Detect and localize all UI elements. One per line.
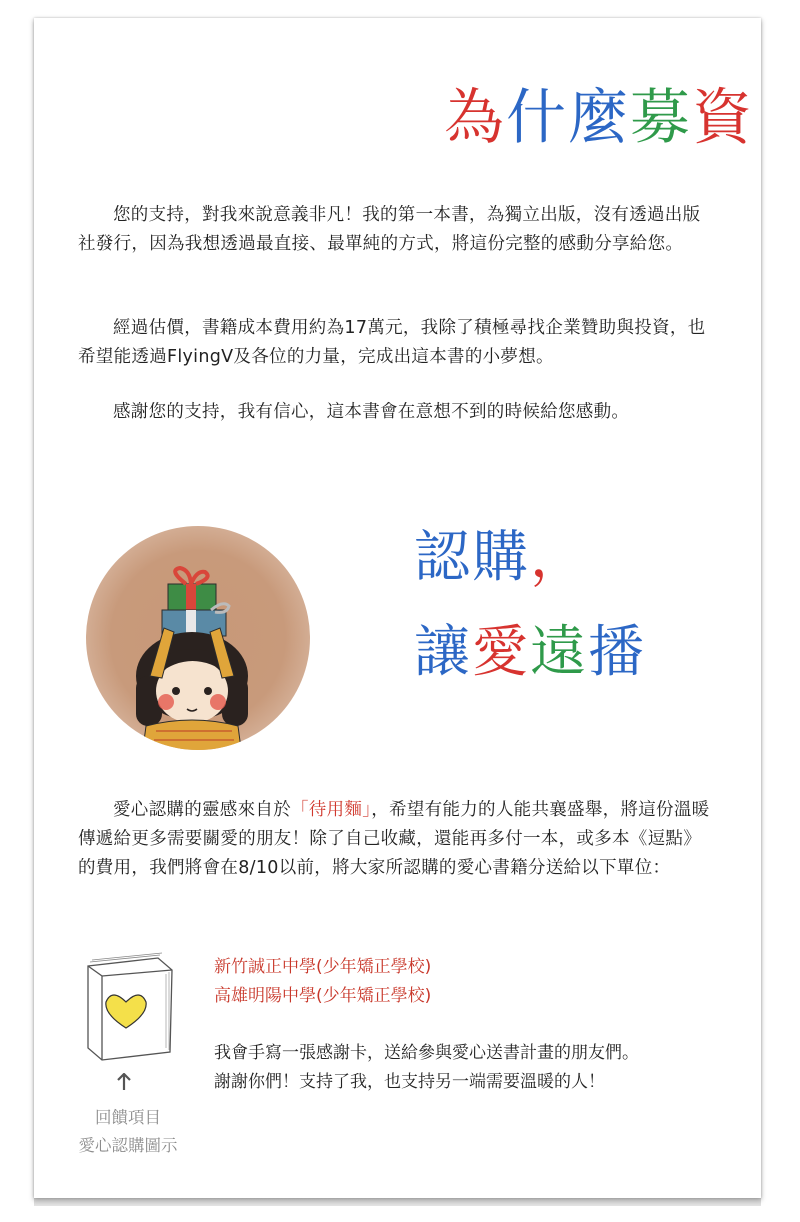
title-char: 遠 bbox=[530, 620, 588, 685]
paragraph-charity bbox=[78, 796, 718, 883]
title-char: 讓 bbox=[414, 620, 472, 685]
title-char: 什 bbox=[506, 83, 568, 153]
why-fundraise-title bbox=[444, 83, 754, 153]
thanks-line: 謝謝你們！支持了我，也支持另一端需要溫暖的人！ bbox=[214, 1072, 605, 1092]
recipient-item: 高雄明陽中學(少年矯正學校) bbox=[214, 986, 432, 1006]
recipient-item: 新竹誠正中學(少年矯正學校) bbox=[214, 957, 432, 977]
title-char: ， bbox=[530, 525, 588, 590]
thanks-card-text bbox=[214, 1039, 734, 1097]
paragraph-support: 您的支持，對我來說意義非凡！我的第一本書，為獨立出版，沒有透過出版社發行，因為我想透過最直接、最單純的方式，將這份完整的感動分享給您。 bbox=[78, 205, 701, 254]
charity-text-pre: 愛心認購的靈感來自於 bbox=[113, 800, 291, 820]
title-char: 麼 bbox=[568, 83, 630, 153]
title-char: 認 bbox=[414, 525, 472, 590]
thanks-line: 我會手寫一張感謝卡，送給參與愛心送書計畫的朋友們。 bbox=[214, 1043, 639, 1063]
book-heart-icon bbox=[82, 952, 178, 1066]
subscribe-title-line2 bbox=[414, 620, 646, 685]
title-char: 購 bbox=[472, 525, 530, 590]
illustration-girl-with-gifts bbox=[86, 526, 310, 750]
charity-highlight: 「待用麵」 bbox=[291, 800, 372, 820]
title-char: 募 bbox=[630, 83, 692, 153]
title-char: 播 bbox=[588, 620, 646, 685]
charity-text-post: ，希望有能力的人能共襄盛舉，將這份溫暖傳遞給更多需要關愛的朋友！除了自己收藏，還能再多付一本，或多本《逗點》的費用，我們將會在8/10以前，將大家所認購的愛心書籍分送給以下單位： bbox=[78, 800, 710, 878]
caption-icon-label: 愛心認購圖示 bbox=[78, 1136, 178, 1155]
title-char: 為 bbox=[444, 83, 506, 153]
caption-reward: 回饋項目 bbox=[95, 1108, 161, 1127]
title-char: 愛 bbox=[472, 620, 530, 685]
title-char: 資 bbox=[692, 83, 754, 153]
paragraph-budget: 經過估價，書籍成本費用約為17萬元，我除了積極尋找企業贊助與投資，也希望能透過FlyingV及各位的力量，完成出這本書的小夢想。 bbox=[78, 318, 706, 367]
subscribe-title-line1 bbox=[414, 525, 588, 590]
arrow-up-icon bbox=[116, 1073, 132, 1091]
recipient-list bbox=[214, 953, 431, 1011]
paragraph-thanks: 感謝您的支持，我有信心，這本書會在意想不到的時候給您感動。 bbox=[113, 402, 630, 422]
